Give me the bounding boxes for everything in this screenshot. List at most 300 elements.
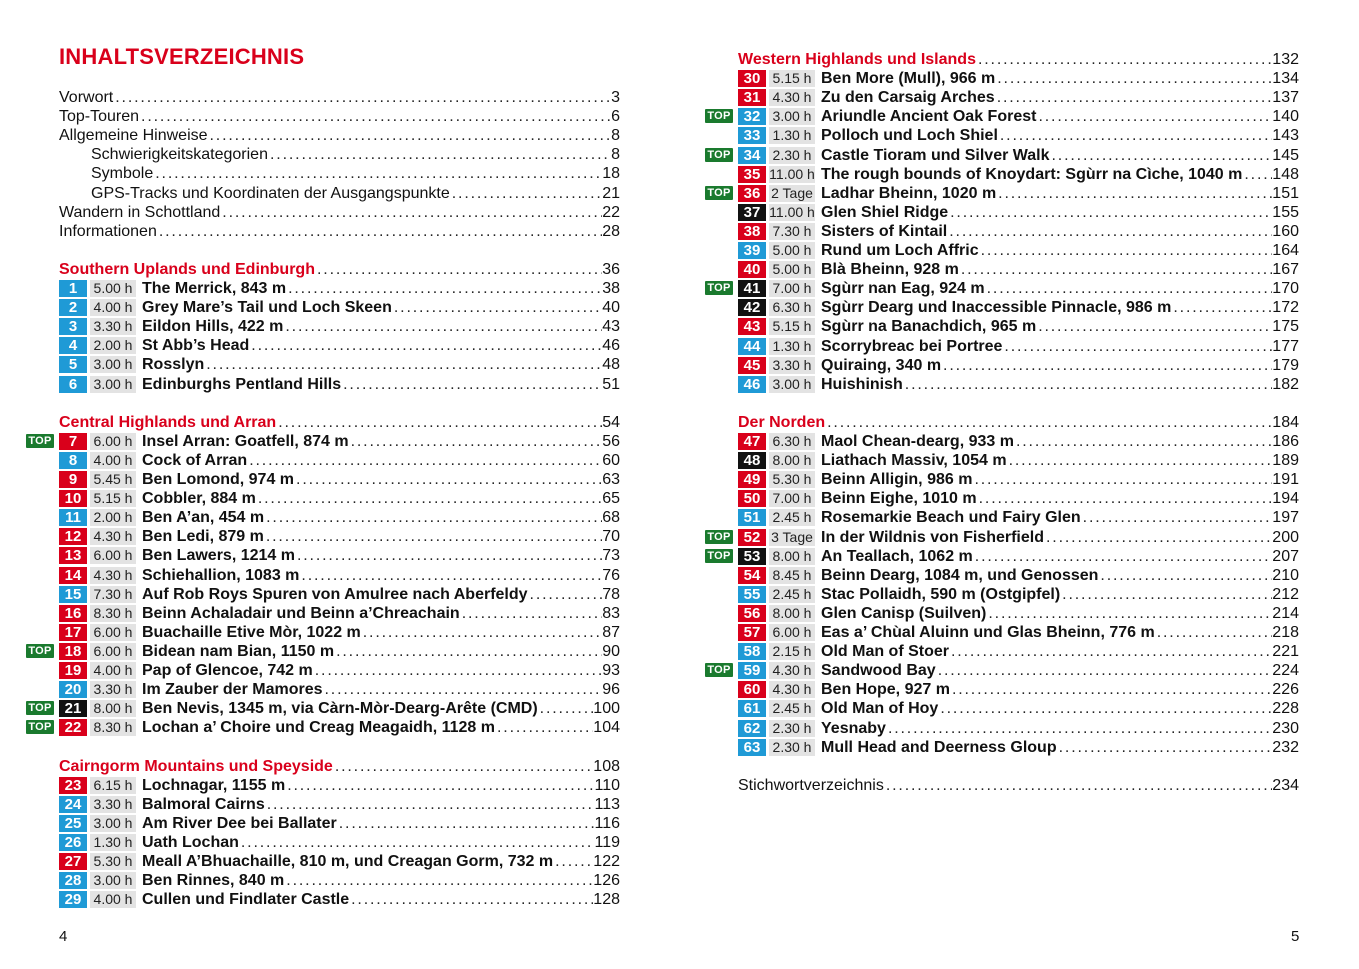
dot-leader — [950, 680, 1272, 699]
toc-tour-entry[interactable] — [59, 604, 620, 623]
toc-page-number: 46 — [602, 337, 620, 355]
tour-number-badge: 17 — [59, 624, 87, 641]
tour-number-badge: 37 — [738, 204, 766, 221]
toc-tour-entry[interactable] — [59, 508, 620, 527]
toc-entry-title: Stac Pollaidh, 590 m (Ostgipfel) — [821, 585, 1061, 603]
tour-duration: 2.30 h — [769, 739, 815, 756]
toc-entry-title: Yesnaby — [821, 719, 886, 737]
tour-duration: 5.15 h — [769, 70, 815, 87]
tour-duration: 8.45 h — [769, 567, 815, 584]
toc-section-heading[interactable] — [59, 757, 620, 776]
toc-tour-entry[interactable] — [59, 355, 620, 374]
toc-entry-title: The Merrick, 843 m — [142, 280, 287, 297]
tour-duration: 2.00 h — [90, 337, 136, 354]
tour-number-badge: 50 — [738, 490, 766, 507]
tour-duration: 6.30 h — [769, 433, 815, 450]
page-number-right: 5 — [1291, 928, 1300, 945]
toc-tour-entry[interactable] — [59, 527, 620, 546]
toc-tour-entry[interactable] — [738, 88, 1299, 107]
tour-number-badge: 53 — [738, 548, 766, 565]
tour-number-badge: 11 — [59, 509, 87, 526]
tour-duration: 5.15 h — [769, 318, 815, 335]
tour-number-badge: 57 — [738, 624, 766, 641]
toc-page-number: 179 — [1272, 356, 1299, 374]
tour-number-badge: 52 — [738, 529, 766, 546]
toc-tour-entry[interactable] — [738, 126, 1299, 145]
toc-tour-entry[interactable] — [738, 680, 1299, 699]
dot-leader — [959, 260, 1272, 279]
toc-entry-title: Bidean nam Bian, 1150 m — [142, 642, 335, 660]
tour-number-badge: 63 — [738, 739, 766, 756]
dot-leader — [972, 470, 1272, 489]
toc-tour-entry[interactable] — [707, 661, 1299, 680]
toc-tour-entry[interactable] — [738, 298, 1299, 317]
tour-duration: 11.00 h — [769, 203, 815, 220]
top-tour-badge: TOP — [705, 148, 733, 162]
tour-number-badge: 13 — [59, 547, 87, 564]
toc-section-heading[interactable] — [738, 50, 1299, 69]
tour-number-badge: 16 — [59, 605, 87, 622]
dot-leader — [949, 642, 1272, 661]
toc-entry-title: Ben Lomond, 974 m — [142, 471, 295, 488]
toc-entry-title: Castle Tioram und Silver Walk — [821, 146, 1050, 164]
toc-section-heading[interactable] — [738, 413, 1299, 432]
toc-tour-entry[interactable] — [59, 489, 620, 508]
toc-entry-title: Der Norden — [738, 413, 826, 431]
tour-duration: 6.00 h — [90, 643, 136, 660]
toc-page-number: 48 — [602, 356, 620, 374]
toc-entry-title: Beinn Achaladair und Beinn a’Chreachain — [142, 604, 460, 622]
toc-page-number: 18 — [602, 165, 620, 183]
tour-number-badge: 60 — [738, 681, 766, 698]
toc-tour-entry[interactable] — [28, 642, 620, 661]
toc-section-heading[interactable] — [59, 413, 620, 432]
toc-page-number: 212 — [1272, 585, 1299, 603]
toc-entry-title: Central Highlands und Arran — [59, 413, 277, 431]
tour-number-badge: 4 — [59, 337, 87, 354]
toc-entry-title: Blà Bheinn, 928 m — [821, 261, 959, 279]
toc-page-number: 36 — [602, 260, 620, 278]
toc-page-number: 228 — [1272, 700, 1299, 718]
dot-leader — [208, 126, 612, 145]
toc-page-number: 83 — [602, 604, 620, 622]
toc-entry[interactable] — [59, 126, 620, 145]
toc-tour-entry[interactable] — [738, 699, 1299, 718]
tour-duration: 8.00 h — [769, 605, 815, 622]
toc-tour-entry[interactable] — [59, 585, 620, 604]
tour-duration: 2.30 h — [769, 147, 815, 164]
top-tour-badge: TOP — [26, 701, 54, 715]
toc-tour-entry[interactable] — [59, 566, 620, 585]
toc-tour-entry[interactable] — [28, 718, 620, 737]
toc-page-number: 116 — [594, 814, 620, 832]
tour-number-badge: 44 — [738, 338, 766, 355]
toc-tour-entry[interactable] — [738, 317, 1299, 336]
toc-entry-title: Liathach Massiv, 1054 m — [821, 452, 1007, 470]
dot-leader — [276, 413, 602, 432]
tour-number-badge: 6 — [59, 376, 87, 393]
dot-leader — [1155, 623, 1273, 642]
toc-page-number: 137 — [1272, 89, 1299, 107]
toc-tour-entry[interactable] — [59, 375, 620, 394]
dot-leader — [283, 317, 602, 336]
dot-leader — [460, 604, 603, 623]
toc-entry[interactable] — [738, 776, 1299, 795]
tour-duration: 2.45 h — [769, 586, 815, 603]
toc-tour-entry[interactable] — [738, 203, 1299, 222]
dot-leader — [884, 776, 1272, 795]
dot-leader — [157, 222, 602, 241]
tour-duration: 4.00 h — [90, 662, 136, 679]
toc-entry-title: Ben Nevis, 1345 m, via Càrn-Mòr-Dearg-Arête (CMD) — [142, 700, 538, 718]
toc-tour-entry[interactable] — [59, 661, 620, 680]
toc-page-number: 73 — [602, 547, 620, 565]
toc-entry[interactable] — [59, 107, 620, 126]
toc-page-number: 214 — [1272, 604, 1299, 622]
toc-tour-entry[interactable] — [738, 604, 1299, 623]
tour-duration: 3.30 h — [90, 318, 136, 335]
tour-number-badge: 30 — [738, 70, 766, 87]
tour-duration: 5.00 h — [769, 242, 815, 259]
toc-entry[interactable] — [59, 88, 620, 107]
toc-page-number: 218 — [1272, 624, 1299, 641]
toc-page-number: 104 — [593, 719, 620, 737]
top-tour-badge: TOP — [705, 549, 733, 563]
tour-duration: 8.00 h — [769, 452, 815, 469]
toc-entry-title: Old Man of Hoy — [821, 700, 939, 718]
toc-entry-title: Maol Chean-dearg, 933 m — [821, 433, 1014, 450]
toc-page-number: 145 — [1272, 146, 1299, 164]
dot-leader — [249, 336, 602, 355]
toc-entry-title: Am River Dee bei Ballater — [142, 814, 337, 832]
toc-page-number: 175 — [1272, 318, 1299, 336]
toc-page-number: 151 — [1272, 184, 1299, 202]
tour-duration: 5.30 h — [769, 471, 815, 488]
tour-duration: 2.00 h — [90, 509, 136, 526]
tour-duration: 8.00 h — [769, 548, 815, 565]
toc-entry-title: Beinn Dearg, 1084 m, und Genossen — [821, 566, 1099, 584]
toc-entry-title: Rund um Loch Affric — [821, 242, 979, 259]
dot-leader — [139, 107, 611, 126]
toc-entry-title: Schiehallion, 1083 m — [142, 566, 300, 584]
toc-entry-title: Buachaille Etive Mòr, 1022 m — [142, 623, 361, 641]
toc-page-number: 22 — [602, 203, 620, 221]
toc-entry-title: Old Man of Stoer — [821, 643, 949, 661]
toc-entry-title: Grey Mare’s Tail und Loch Skeen — [142, 299, 392, 317]
tour-number-badge: 9 — [59, 471, 87, 488]
tour-duration: 1.30 h — [769, 338, 815, 355]
toc-page-number: 110 — [594, 776, 620, 794]
top-tour-badge: TOP — [705, 663, 733, 677]
dot-leader — [337, 814, 595, 833]
toc-entry-title: Quiraing, 340 m — [821, 356, 942, 374]
toc-tour-entry[interactable] — [738, 260, 1299, 279]
toc-tour-entry[interactable] — [738, 585, 1299, 604]
toc-entry-title: Ladhar Bheinn, 1020 m — [821, 184, 997, 202]
tour-number-badge: 62 — [738, 720, 766, 737]
tour-duration: 4.30 h — [90, 567, 136, 584]
toc-entry-title: Sandwood Bay — [821, 662, 936, 680]
toc-page-number: 70 — [602, 528, 620, 546]
dot-leader — [948, 203, 1272, 222]
dot-leader — [495, 718, 593, 737]
toc-page-number: 182 — [1272, 375, 1299, 393]
tour-duration: 3.30 h — [90, 681, 136, 698]
toc-tour-entry[interactable] — [59, 814, 620, 833]
toc-section-heading[interactable] — [59, 260, 620, 279]
toc-tour-entry[interactable] — [738, 165, 1299, 184]
toc-tour-entry[interactable] — [28, 699, 620, 718]
toc-page-number: 160 — [1272, 222, 1299, 240]
tour-duration: 5.30 h — [90, 853, 136, 870]
toc-entry[interactable] — [59, 203, 620, 222]
toc-tour-entry[interactable] — [59, 833, 620, 852]
dot-leader — [995, 69, 1272, 88]
tour-number-badge: 41 — [738, 280, 766, 297]
toc-entry-title: Wandern in Schottland — [59, 203, 221, 221]
toc-tour-entry[interactable] — [738, 222, 1299, 241]
toc-tour-entry[interactable] — [738, 719, 1299, 738]
tour-duration: 2.15 h — [769, 643, 815, 660]
tour-number-badge: 8 — [59, 452, 87, 469]
toc-page-number: 100 — [593, 700, 620, 718]
dot-leader — [979, 241, 1273, 260]
toc-tour-entry[interactable] — [738, 738, 1299, 757]
tour-number-badge: 34 — [738, 147, 766, 164]
toc-entry-title: GPS-Tracks und Koordinaten der Ausgangspunkte — [91, 184, 450, 202]
tour-number-badge: 43 — [738, 318, 766, 335]
toc-page-number: 194 — [1272, 490, 1299, 508]
toc-entry-title: Edinburghs Pentland Hills — [142, 375, 342, 393]
tour-duration: 4.30 h — [769, 681, 815, 698]
toc-page-number: 51 — [602, 375, 620, 393]
dot-leader — [361, 623, 602, 642]
dot-leader — [315, 260, 602, 279]
toc-tour-entry[interactable] — [707, 528, 1299, 547]
tour-duration: 2.45 h — [769, 700, 815, 717]
toc-tour-entry[interactable] — [59, 623, 620, 642]
tour-duration: 8.30 h — [90, 605, 136, 622]
top-tour-badge: TOP — [705, 281, 733, 295]
tour-duration: 2 Tage — [769, 185, 815, 202]
toc-entry-title: Pap of Glencoe, 742 m — [142, 662, 313, 679]
tour-duration: 2.45 h — [769, 509, 815, 526]
toc-tour-entry[interactable] — [59, 279, 620, 298]
dot-leader — [1007, 451, 1273, 470]
tour-number-badge: 27 — [59, 853, 87, 870]
tour-number-badge: 36 — [738, 185, 766, 202]
toc-tour-entry[interactable] — [707, 184, 1299, 203]
dot-leader — [239, 833, 595, 852]
toc-tour-entry[interactable] — [59, 546, 620, 565]
tour-duration: 8.00 h — [90, 700, 136, 717]
toc-page-number: 140 — [1272, 108, 1299, 126]
dot-leader — [1050, 146, 1273, 165]
dot-leader — [1060, 585, 1272, 604]
toc-entry-title: Sgùrr Dearg und Inaccessible Pinnacle, 986 m — [821, 299, 1172, 317]
toc-entry[interactable] — [59, 222, 620, 241]
toc-page-number: 128 — [593, 891, 620, 909]
toc-entry-title: Lochan a’ Choire und Creag Meagaidh, 1128 m — [142, 719, 495, 737]
toc-entry-title: Ben A’an, 454 m — [142, 509, 265, 527]
tour-number-badge: 25 — [59, 815, 87, 832]
toc-tour-entry[interactable] — [738, 642, 1299, 661]
toc-page-number: 172 — [1272, 299, 1299, 317]
tour-number-badge: 26 — [59, 834, 87, 851]
toc-page-number: 232 — [1272, 738, 1299, 756]
dot-leader — [220, 203, 602, 222]
toc-tour-entry[interactable] — [59, 871, 620, 890]
dot-leader — [976, 50, 1272, 69]
toc-page-number: 189 — [1272, 452, 1299, 470]
toc-tour-entry[interactable] — [707, 146, 1299, 165]
tour-number-badge: 35 — [738, 166, 766, 183]
tour-duration: 2.30 h — [769, 720, 815, 737]
tour-number-badge: 12 — [59, 528, 87, 545]
dot-leader — [1036, 107, 1272, 126]
toc-entry-title: Insel Arran: Goatfell, 874 m — [142, 432, 349, 450]
toc-entry-title: Sgùrr na Banachdich, 965 m — [821, 318, 1037, 336]
toc-entry-title: Meall A’Bhuachaille, 810 m, und Creagan Gorm, 732 m — [142, 853, 554, 870]
page-title: INHALTSVERZEICHNIS — [59, 44, 305, 69]
toc-tour-entry[interactable] — [59, 336, 620, 355]
toc-tour-entry[interactable] — [707, 547, 1299, 566]
toc-entry-title: Ben Hope, 927 m — [821, 681, 950, 699]
toc-entry-title: Ariundle Ancient Oak Forest — [821, 108, 1037, 126]
toc-tour-entry[interactable] — [738, 69, 1299, 88]
toc-tour-entry[interactable] — [59, 852, 620, 871]
toc-page-number: 132 — [1272, 51, 1299, 68]
tour-duration: 4.30 h — [769, 89, 815, 106]
tour-number-badge: 32 — [738, 108, 766, 125]
toc-tour-entry[interactable] — [59, 680, 620, 699]
tour-number-badge: 40 — [738, 261, 766, 278]
toc-entry-title: Informationen — [59, 222, 157, 240]
toc-page-number: 68 — [602, 509, 620, 527]
toc-entry-title: Ben More (Mull), 966 m — [821, 70, 996, 88]
toc-page-number: 21 — [602, 184, 620, 202]
toc-page-number: 143 — [1272, 127, 1299, 145]
dot-leader — [264, 527, 602, 546]
dot-leader — [295, 546, 602, 565]
tour-number-badge: 28 — [59, 872, 87, 889]
tour-number-badge: 59 — [738, 662, 766, 679]
toc-page-number: 234 — [1272, 776, 1299, 794]
dot-leader — [294, 470, 602, 489]
dot-leader — [936, 661, 1273, 680]
toc-tour-entry[interactable] — [707, 279, 1299, 298]
toc-page-number: 56 — [602, 432, 620, 450]
toc-page-number: 191 — [1272, 471, 1299, 489]
tour-duration: 4.00 h — [90, 452, 136, 469]
toc-tour-entry[interactable] — [59, 890, 620, 909]
top-tour-badge: TOP — [26, 644, 54, 658]
dot-leader — [886, 719, 1272, 738]
toc-entry-title: Allgemeine Hinweise — [59, 127, 208, 145]
toc-tour-entry[interactable] — [738, 432, 1299, 451]
toc-tour-entry[interactable] — [738, 356, 1299, 375]
toc-tour-entry[interactable] — [738, 566, 1299, 585]
tour-duration: 3.00 h — [90, 376, 136, 393]
toc-tour-entry[interactable] — [59, 298, 620, 317]
toc-entry-title: Beinn Eighe, 1010 m — [821, 490, 977, 508]
tour-duration: 3.00 h — [769, 108, 815, 125]
toc-tour-entry[interactable] — [59, 470, 620, 489]
tour-number-badge: 56 — [738, 605, 766, 622]
toc-tour-entry[interactable] — [59, 776, 620, 795]
dot-leader — [538, 699, 594, 718]
toc-page-number: 6 — [611, 108, 620, 126]
dot-leader — [1057, 738, 1273, 757]
toc-tour-entry[interactable] — [59, 795, 620, 814]
toc-page-number: 108 — [593, 757, 620, 775]
toc-page-number: 221 — [1272, 643, 1299, 661]
dot-leader — [265, 795, 595, 814]
dot-leader — [264, 508, 602, 527]
toc-page-number: 122 — [593, 853, 620, 870]
toc-tour-entry[interactable] — [59, 451, 620, 470]
tour-duration: 11.00 h — [769, 165, 815, 182]
tour-duration: 3.00 h — [90, 872, 136, 889]
tour-number-badge: 1 — [59, 280, 87, 297]
top-tour-badge: TOP — [705, 186, 733, 200]
dot-leader — [528, 585, 603, 604]
toc-entry-title: Ben Lawers, 1214 m — [142, 547, 295, 565]
toc-entry-title: Southern Uplands und Edinburgh — [59, 260, 315, 278]
toc-page-number: 184 — [1272, 413, 1299, 431]
toc-entry[interactable] — [59, 184, 620, 203]
dot-leader — [825, 413, 1272, 432]
toc-tour-entry[interactable] — [59, 317, 620, 336]
toc-tour-entry[interactable] — [738, 337, 1299, 356]
tour-duration: 4.30 h — [90, 528, 136, 545]
toc-tour-entry[interactable] — [738, 451, 1299, 470]
tour-duration: 4.30 h — [769, 662, 815, 679]
toc-entry[interactable] — [59, 145, 620, 164]
tour-duration: 7.00 h — [769, 490, 815, 507]
dot-leader — [392, 298, 602, 317]
toc-page-number: 40 — [602, 299, 620, 317]
toc-tour-entry[interactable] — [738, 375, 1299, 394]
dot-leader — [349, 432, 603, 451]
dot-leader — [286, 279, 602, 298]
tour-duration: 6.15 h — [90, 777, 136, 794]
tour-duration: 4.00 h — [90, 299, 136, 316]
dot-leader — [938, 699, 1272, 718]
toc-tour-entry[interactable] — [738, 623, 1299, 642]
toc-tour-entry[interactable] — [738, 489, 1299, 508]
toc-entry-title: Schwierigkeitskategorien — [91, 146, 268, 164]
tour-number-badge: 54 — [738, 567, 766, 584]
toc-tour-entry[interactable] — [738, 508, 1299, 527]
toc-tour-entry[interactable] — [707, 107, 1299, 126]
dot-leader — [553, 852, 593, 871]
toc-entry-title: Mull Head and Deerness Gloup — [821, 738, 1057, 756]
toc-tour-entry[interactable] — [738, 241, 1299, 260]
tour-duration: 1.30 h — [90, 834, 136, 851]
tour-duration: 6.00 h — [90, 624, 136, 641]
toc-tour-entry[interactable] — [738, 470, 1299, 489]
toc-entry[interactable] — [59, 164, 620, 183]
tour-number-badge: 33 — [738, 127, 766, 144]
dot-leader — [941, 356, 1272, 375]
tour-number-badge: 22 — [59, 719, 87, 736]
toc-page-number: 3 — [611, 89, 620, 106]
toc-tour-entry[interactable] — [28, 432, 620, 451]
toc-page-number: 38 — [602, 280, 620, 297]
toc-entry-title: Ben Rinnes, 840 m — [142, 872, 285, 890]
toc-entry-title: Cock of Arran — [142, 451, 248, 469]
